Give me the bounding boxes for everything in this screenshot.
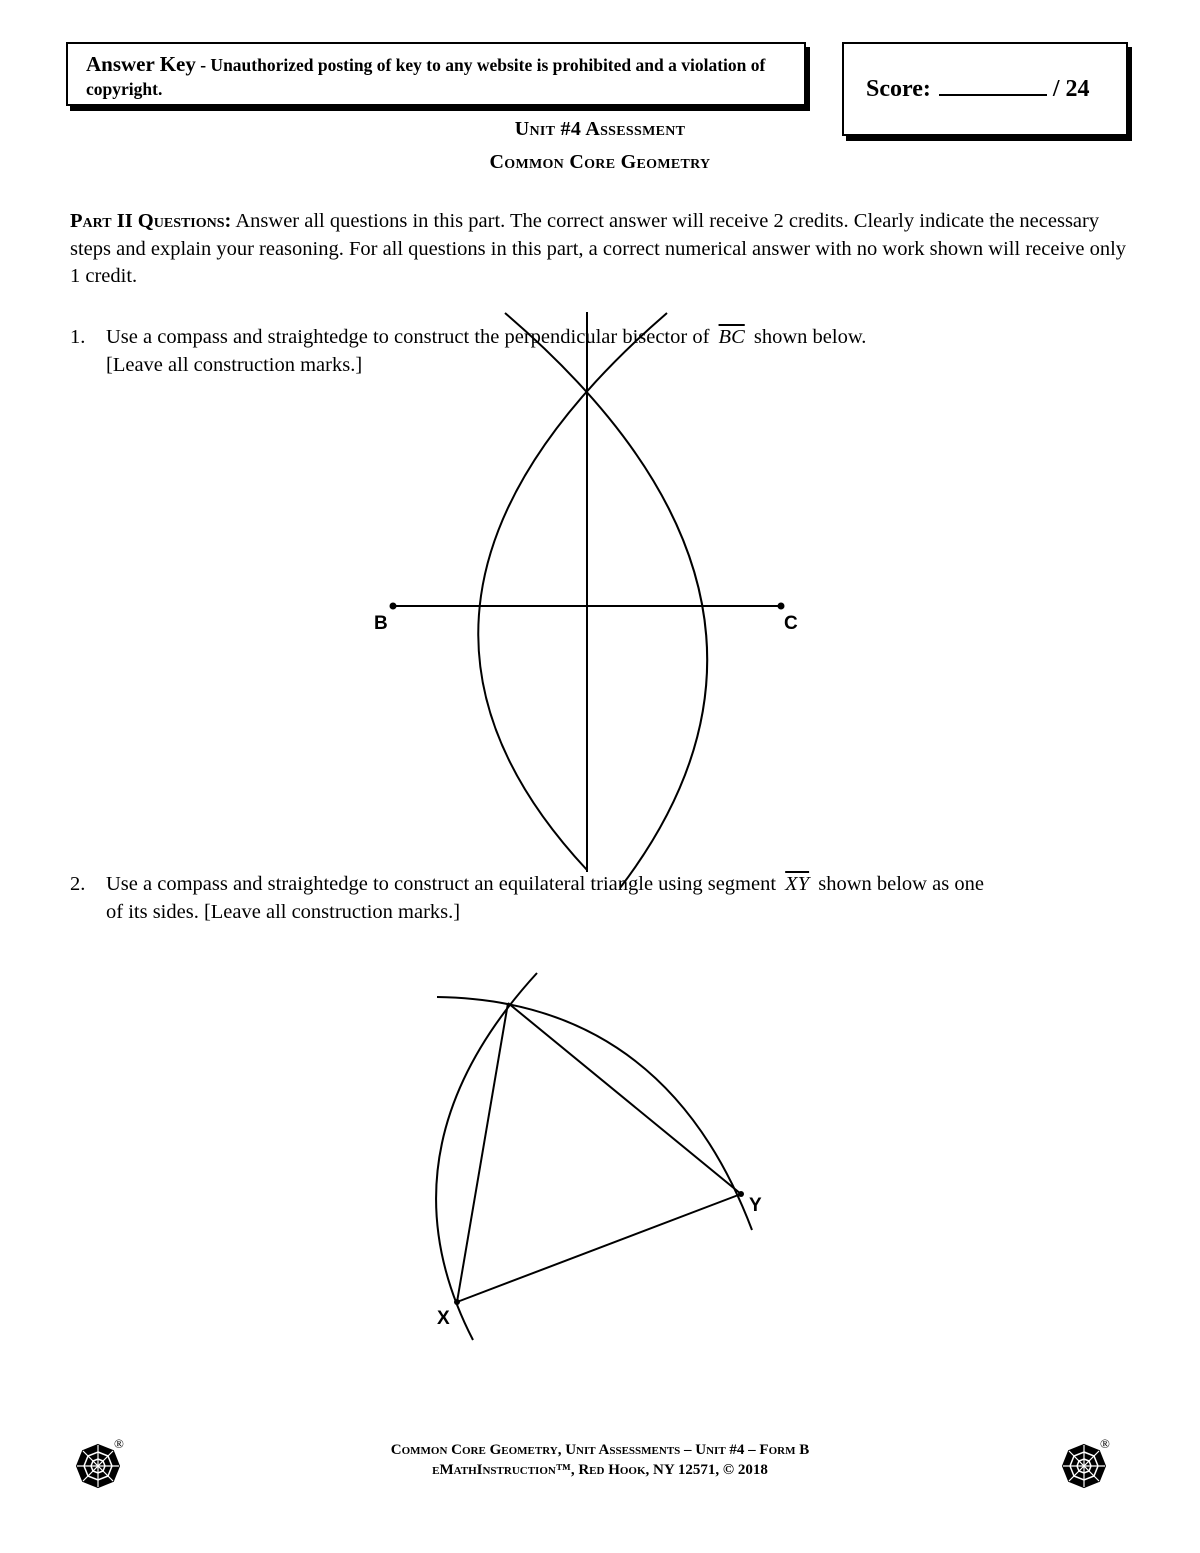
point-x-label: X — [437, 1308, 450, 1329]
question-number: 2. — [70, 873, 86, 895]
point-c-label: C — [784, 613, 798, 634]
registered-mark: ® — [1100, 1436, 1110, 1451]
segment-label: $\overline{XY}$ — [785, 873, 810, 895]
question-number: 1. — [70, 326, 86, 348]
unit-title: Unit #4 Assessment — [514, 118, 686, 140]
side-y-apex — [508, 1003, 741, 1194]
side-xy — [457, 1194, 741, 1302]
score-label: Score: — [866, 76, 931, 102]
compass-arc-from-y — [436, 973, 537, 1340]
question-instruction: [Leave all construction marks.] — [106, 353, 363, 376]
footer-line-2: eMathInstruction™, Red Hook, NY 12571, © 2018 — [432, 1462, 768, 1478]
course-title: Common Core Geometry — [489, 151, 711, 173]
answer-key-notice: - Unauthorized posting of key to any website is prohibited and a violation of copyright. — [86, 55, 766, 99]
part-instructions-text: Answer all questions in this part. The correct answer will receive 2 credits. Clearly indicate the necessary steps and explain your reasoning. For all questions in this part, a correct numerical answer with no work shown will receive only 1 credit. — [70, 210, 1127, 287]
footer — [0, 1440, 1200, 1480]
question-text: Use a compass and straightedge to construct the perpendicular bisector of — [106, 326, 710, 348]
question-instruction: of its sides. [Leave all construction marks.] — [106, 900, 461, 923]
question-text-after: shown below. — [753, 326, 867, 348]
point-y-label: Y — [749, 1195, 762, 1216]
score-total: / 24 — [1052, 76, 1090, 102]
question-text: Use a compass and straightedge to construct an equilateral triangle using segment — [106, 873, 777, 895]
part-heading: Part II Questions: — [70, 210, 232, 232]
question-text-after: shown below as one — [818, 873, 984, 895]
segment-label: $\overline{BC}$ — [718, 326, 745, 348]
point-y — [738, 1191, 744, 1197]
registered-mark: ® — [114, 1436, 124, 1451]
side-x-apex — [457, 1003, 508, 1302]
point-b-label: B — [374, 613, 388, 634]
footer-line-1: Common Core Geometry, Unit Assessments – Unit #4 – Form B — [390, 1442, 810, 1458]
answer-key-lead: Answer Key — [86, 52, 196, 76]
compass-arc-from-x — [437, 997, 752, 1230]
point-x — [454, 1299, 460, 1305]
